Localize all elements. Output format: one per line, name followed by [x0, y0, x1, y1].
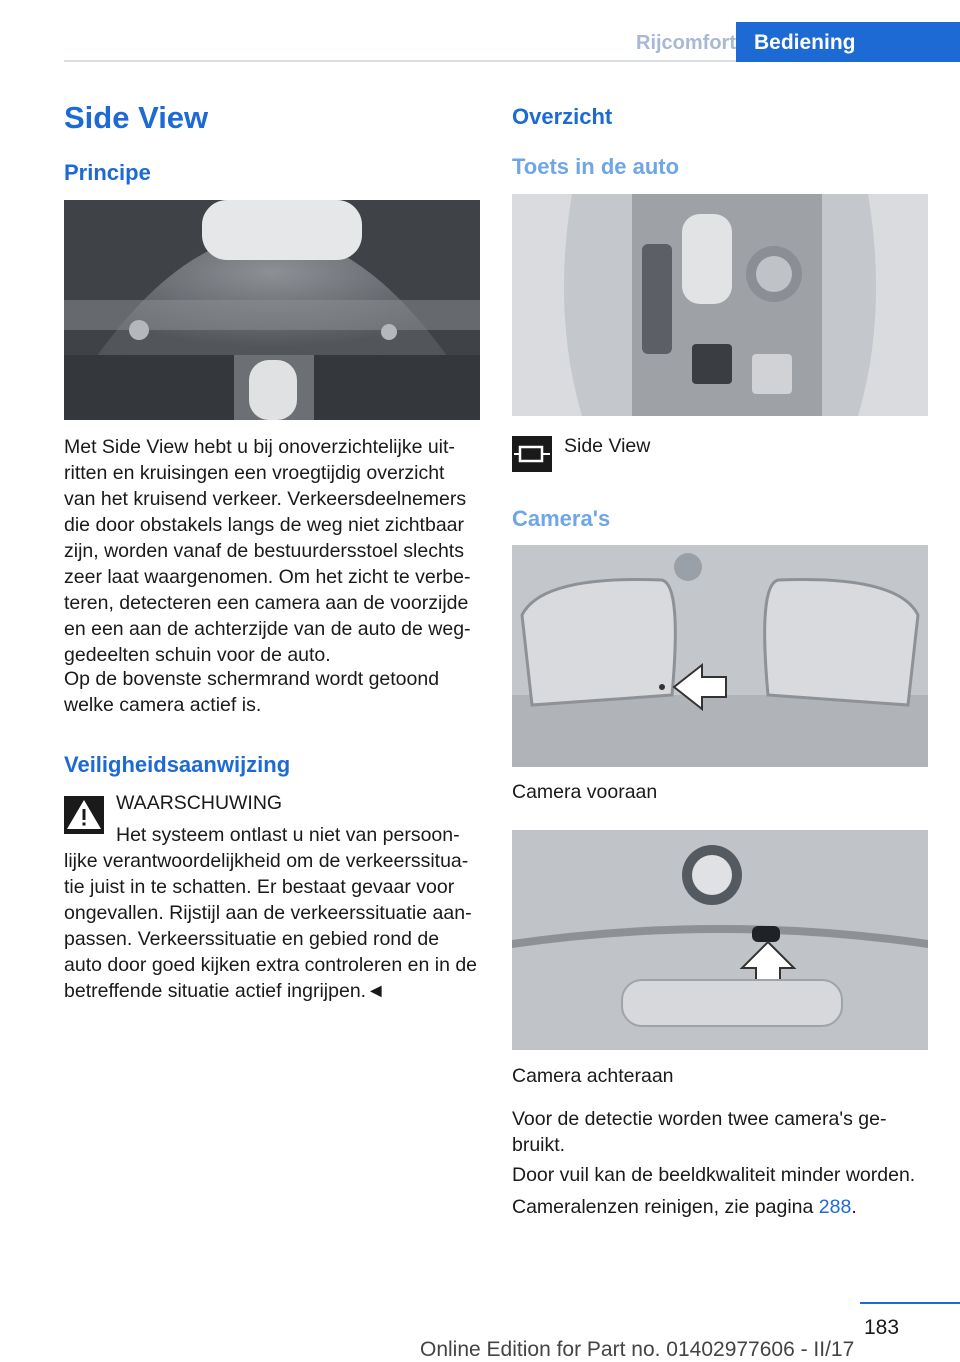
page-title: Side View [64, 100, 209, 135]
principe-heading: Principe [64, 160, 151, 185]
clean-lenses-suffix: . [851, 1196, 857, 1218]
overzicht-heading: Overzicht [512, 104, 613, 129]
page-number: 183 [864, 1316, 900, 1339]
front-camera-caption: Camera vooraan [512, 781, 658, 803]
online-edition-note: Online Edition for Part no. 01402977606 - II/17 [420, 1338, 855, 1361]
rear-camera-caption: Camera achteraan [512, 1065, 674, 1087]
clean-lenses-paragraph [512, 1194, 928, 1220]
front-camera-photo [512, 545, 928, 767]
clean-lenses-text: Cameralenzen reinigen, zie pagina [512, 1196, 819, 1218]
safety-heading: Veiligheidsaanwijzing [64, 752, 291, 777]
side-view-button-label: Side View [564, 435, 651, 457]
cameras-heading: Camera's [512, 506, 611, 531]
warning-text: Het systeem ontlast u niet van persoon-lijke verantwoordelijkheid om de verkeerssitua-tie juist in te schatten. Er bestaat gevaar voor ongevallen. Rijstijl aan de verkeerssituatie aan-passen. Verkeerssituatie en gebied rond de auto door goed kijken extra controleren en in de betreffende situatie actief ingrijpen.◄ [64, 824, 478, 1002]
rear-camera-photo [512, 830, 928, 1050]
dirt-paragraph: Door vuil kan de beeldkwaliteit minder worden. [512, 1164, 916, 1186]
tab-rijcomfort[interactable]: Rijcomfort [636, 32, 736, 54]
toets-heading: Toets in de auto [512, 154, 680, 179]
center-console-photo [512, 194, 928, 416]
warning-label: WAARSCHUWING [116, 792, 283, 814]
side-view-button-icon [512, 436, 552, 472]
principle-paragraph: Met Side View hebt u bij onoverzichtelijke uit-ritten en kruisingen een vroegtijdig overzicht van het kruisend verkeer. Verkeersdeelnemers die door obstakels langs de weg niet zichtbaar zijn, worden vanaf de bestuurdersstoel slechts zeer laat waargenomen. Om het zicht te verbe-teren, detecteren een camera aan de voorzijde en een aan de achterzijde van de auto de weg-gedeelten schuin voor de auto. [64, 436, 471, 666]
tab-bediening[interactable]: Bediening [736, 22, 960, 62]
side-view-principle-illustration [64, 200, 480, 420]
active-camera-paragraph: Op de bovenste schermrand wordt getoond welke camera actief is. [64, 668, 440, 716]
footer-rule [860, 1302, 960, 1304]
page-link-288[interactable]: 288 [818, 1196, 852, 1218]
two-cameras-paragraph: Voor de detectie worden twee camera's ge-bruikt. [512, 1108, 887, 1156]
